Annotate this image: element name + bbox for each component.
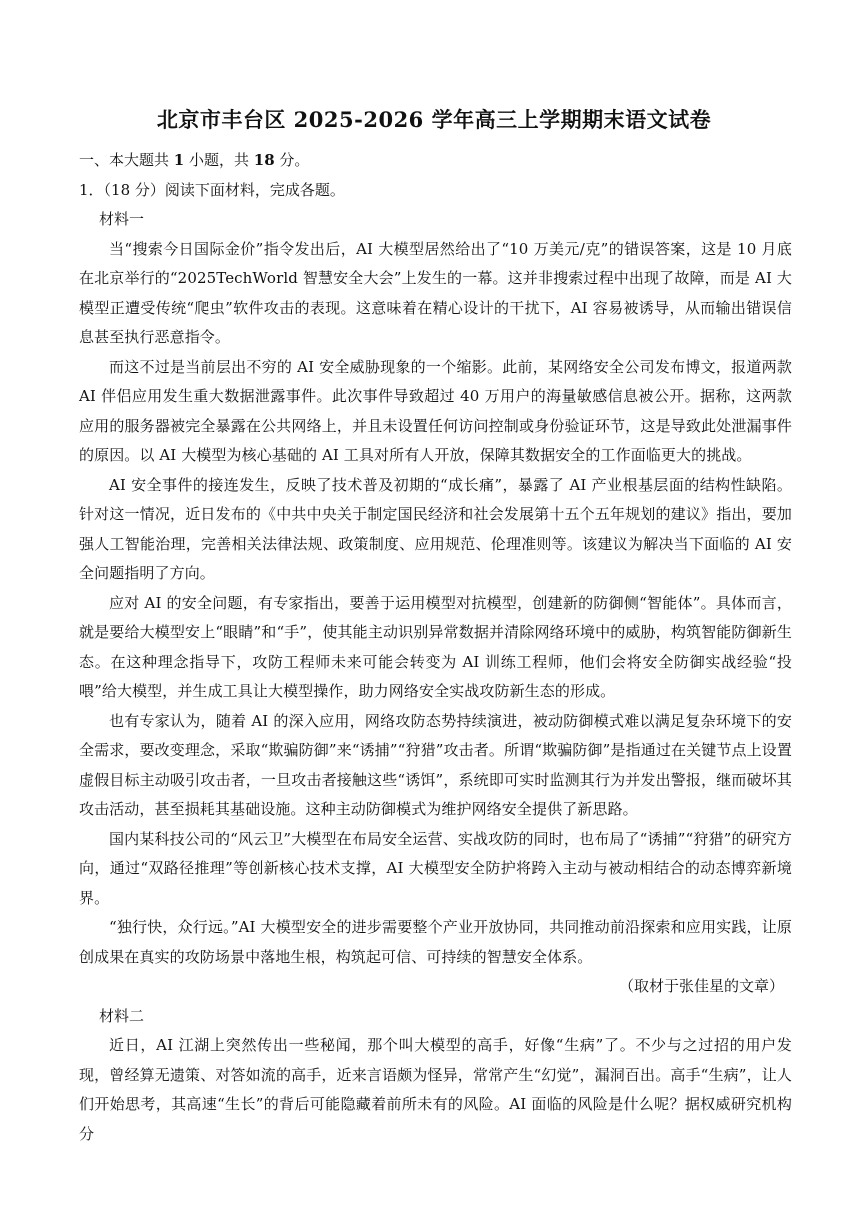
material2-paragraph: 近日，AI 江湖上突然传出一些秘闻，那个叫大模型的高手，好像“生病”了。不少与之过招的用户发现，曾经算无遗策、对答如流的高手，近来言语颇为怪异，常常产生“幻觉”，漏洞百出。高手“生病”，让人们开始思考，其高速“生长”的背后可能隐藏着前所未有的风险。AI 面临的风险是什么呢？据权威研究机构分 — [79, 1036, 793, 1143]
question-text: （18 分）阅读下面材料，完成各题。 — [103, 180, 345, 199]
exam-title: 北京市丰台区 2025-2026 学年高三上学期期末语文试卷 — [156, 107, 712, 132]
material1-paragraph: 应对 AI 的安全问题，有专家指出，要善于运用模型对抗模型，创建新的防御侧“智能体”。具体而言，就是要给大模型安上“眼睛”和“手”，使其能主动识别异常数据并清除网络环境中的威胁，构筑智能防御新生态。在这种理念指导下，攻防工程师未来可能会转变为 AI 训练工程师，他们会将安全防御实战经验“投喂”给大模型，并生成工具让大模型操作，助力网络安全实战攻防新生态的形成。 — [79, 593, 792, 700]
material1-paragraph: 也有专家认为，随着 AI 的深入应用，网络攻防态势持续演进，被动防御模式难以满足复杂环境下的安全需求，要改变理念，采取“欺骗防御”来“诱捕”“狩猎”攻击者。所谓“欺骗防御”是指通过在关键节点上设置虚假目标主动吸引攻击者，一旦攻击者接触这些“诱饵”，系统即可实时监测其行为并发出警报，继而破坏其攻击活动，甚至损耗其基础设施。这种主动防御模式为维护网络安全提供了新思路。 — [79, 711, 792, 818]
material1-paragraph: 而这不过是当前层出不穷的 AI 安全威胁现象的一个缩影。此前，某网络安全公司发布博文，报道两款 AI 伴侣应用发生重大数据泄露事件。此次事件导致超过 40 万用户的海量敏感信息被公开。据称，这两款应用的服务器被完全暴露在公共网络上，并且未设置任何访问控制或身份验证环节，这是导致此处泄漏事件的原因。以 AI 大模型为核心基础的 AI 工具对所有人开放，保障其数据安全的工作面临更大的挑战。 — [79, 357, 792, 464]
material1-source: （取材于张佳星的文章） — [618, 977, 784, 995]
question-line — [79, 176, 792, 206]
material2-label: 材料二 — [99, 1006, 145, 1025]
material1-paragraph: 国内某科技公司的“风云卫”大模型在布局安全运营、实战攻防的同时，也布局了“诱捕”“狩猎”的研究方向，通过“双路径推理”等创新核心技术支撑，AI 大模型安全防护将跨入主动与被动相结合的动态博弈新境界。 — [79, 829, 792, 907]
material1-label: 材料一 — [99, 210, 145, 228]
material1-paragraph: 当“搜索今日国际金价”指令发出后，AI 大模型居然给出了“10 万美元/克”的错误答案，这是 10 月底在北京举行的“2025TechWorld 智慧安全大会”上发生的一幕。这并非搜索过程中出现了故障，而是 AI 大模型正遭受传统“爬虫”软件攻击的表现。这意味着在精心设计的干扰下，AI 容易被诱导，从而输出错误信息甚至执行恶意指令。 — [79, 239, 792, 346]
material1-paragraph: AI 安全事件的接连发生，反映了技术普及初期的“成长痛”，暴露了 AI 产业根基层面的结构性缺陷。针对这一情况，近日发布的《中共中央关于制定国民经济和社会发展第十五个五年规划的建议》指出，要加强人工智能治理，完善相关法律法规、政策制度、应用规范、伦理准则等。该建议为解决当下面临的 AI 安全问题指明了方向。 — [79, 475, 792, 582]
section-score: 18 — [253, 151, 275, 169]
section-heading — [79, 146, 792, 176]
section-suffix: 分。 — [274, 151, 310, 169]
section-mid: 小题，共 — [184, 151, 254, 169]
section-prefix: 一、本大题共 — [79, 151, 174, 169]
question-number: 1． — [79, 180, 104, 199]
exam-body — [79, 146, 792, 1149]
material1-paragraph: “独行快，众行远。”AI 大模型安全的进步需要整个产业开放协同，共同推动前沿探索和应用实践，让原创成果在真实的攻防场景中落地生根，构筑起可信、可持续的智慧安全体系。 — [79, 918, 792, 966]
section-count: 1 — [173, 151, 185, 169]
